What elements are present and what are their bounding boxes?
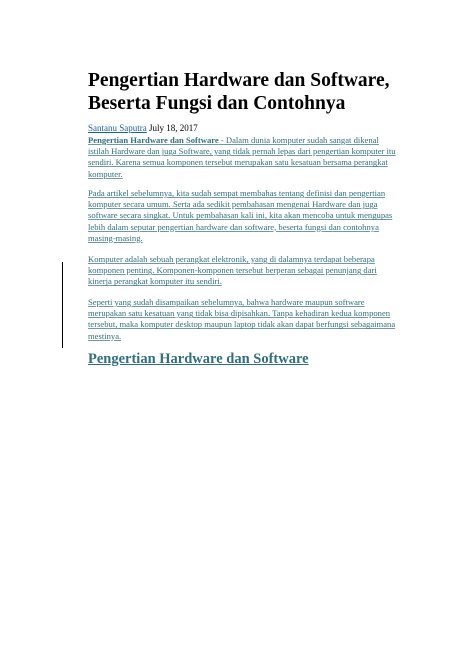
- section-heading[interactable]: Pengertian Hardware dan Software: [88, 351, 309, 367]
- paragraph-3[interactable]: Komputer adalah sebuah perangkat elektronik, yang di dalamnya terdapat beberapa komponen penting. Komponen-komponen tersebut berperan sebagai penunjang dari kinerja perangkat komputer itu sendiri.: [88, 254, 377, 287]
- article-title: [88, 69, 428, 115]
- title-line-1: Pengertian Hardware dan Software,: [88, 70, 390, 91]
- paragraph-2[interactable]: Pada artikel sebelumnya, kita sudah sempat membahas tentang definisi dan pengertian komputer secara umum. Serta ada sedikit pembahasan mengenai Hardware dan juga software secara singkat. Untuk pembahasan kali ini, kita akan mencoba untuk mengupas lebih dalam seputar pengertian hardware dan software, beserta fungsi dan contohnya masing-masing.: [88, 188, 393, 243]
- margin-rule: [62, 262, 63, 348]
- paragraph-1[interactable]: [88, 135, 398, 180]
- paragraph-4[interactable]: Seperti yang sudah disampaikan sebelumnya, bahwa hardware maupun software merupakan satu kesatuan yang tidak bisa dipisahkan. Tanpa kehadiran kedua komponen tersebut, maka komputer desktop maupun laptop tidak akan dapat berfungsi sebagaimana mestinya.: [88, 297, 396, 341]
- author-link[interactable]: Santanu Saputra: [88, 123, 147, 133]
- article-meta: [88, 123, 408, 134]
- publish-date: July 18, 2017: [149, 123, 198, 133]
- paragraph-1-lead[interactable]: Pengertian Hardware dan Software: [88, 135, 219, 145]
- paragraph-1-text[interactable]: - Dalam dunia komputer sudah sangat dikenal istilah Hardware dan juga Software, yang tidak pernah lepas dari pengertian komputer itu sendiri. Karena semua komponen tersebut merupakan satu kesatuan bersama perangkat komputer.: [88, 135, 396, 179]
- title-line-2: Beserta Fungsi dan Contohnya: [88, 93, 346, 114]
